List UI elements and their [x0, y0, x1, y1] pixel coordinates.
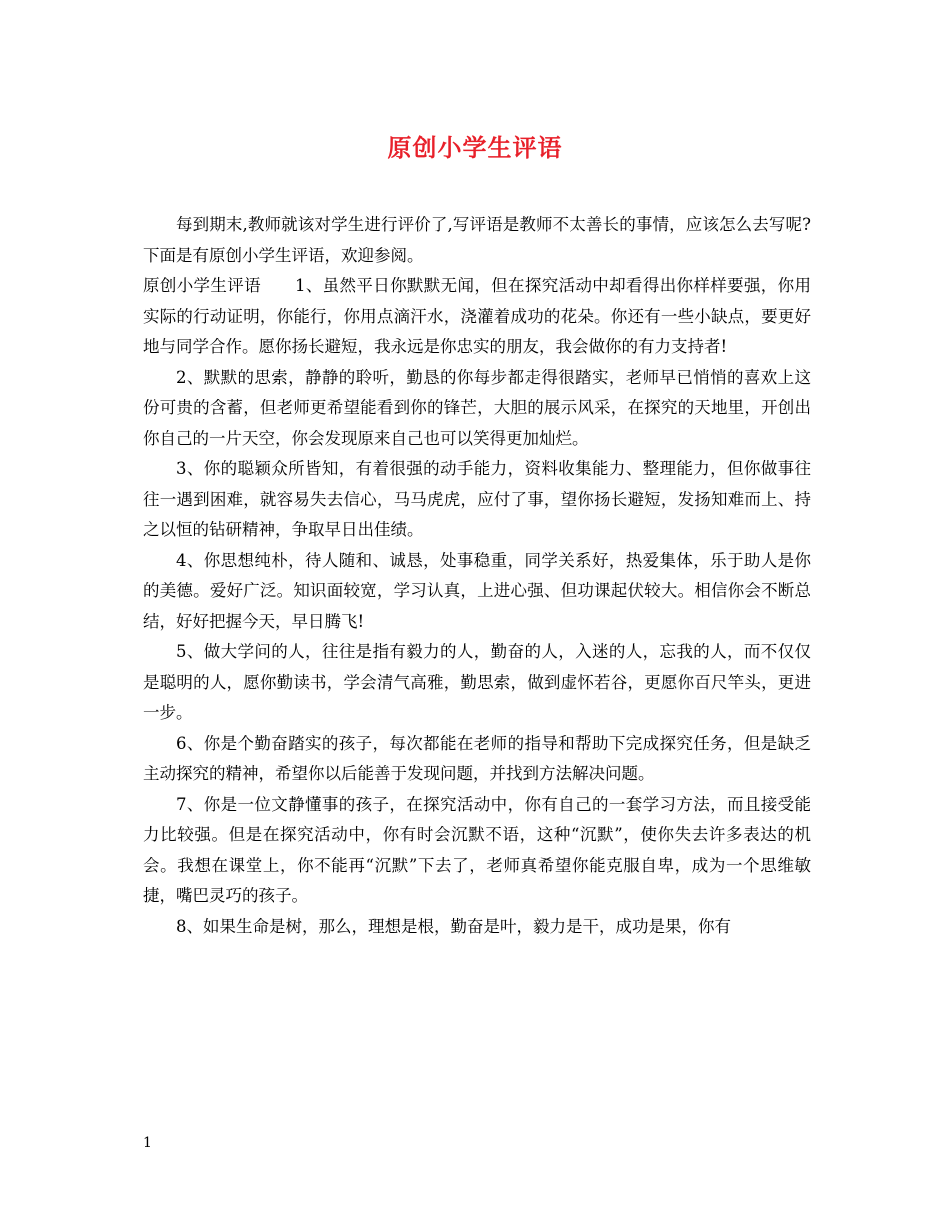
comment-paragraph-6: 6、你是个勤奋踏实的孩子，每次都能在老师的指导和帮助下完成探究任务，但是缺乏主动探究的精神，希望你以后能善于发现问题，并找到方法解决问题。: [143, 733, 811, 783]
intro-paragraph: 每到期末,教师就该对学生进行评价了,写评语是教师不太善长的事情，应该怎么去写呢?下面是有原创小学生评语，欢迎参阅。: [143, 215, 811, 265]
comment-paragraph-2: 2、默默的思索，静静的聆听，勤恳的你每步都走得很踏实，老师早已悄悄的喜欢上这份可贵的含蓄，但老师更希望能看到你的锋芒，大胆的展示风采，在探究的天地里，开创出你自己的一片天空，你会发现原来自己也可以笑得更加灿烂。: [143, 367, 811, 448]
section-label: 原创小学生评语: [143, 276, 261, 295]
page-number: 1: [143, 1135, 152, 1151]
comment-paragraph-4: 4、你思想纯朴，待人随和、诚恳，处事稳重，同学关系好，热爱集体，乐于助人是你的美德。爱好广泛。知识面较宽，学习认真，上进心强、但功课起伏较大。相信你会不断总结，好好把握今天，早日腾飞!: [143, 550, 811, 631]
comment-text-1: 1、虽然平日你默默无闻，但在探究活动中却看得出你样样要强，你用实际的行动证明，你能行，你用点滴汗水，浇灌着成功的花朵。你还有一些小缺点，要更好地与同学合作。愿你扬长避短，我永远是你忠实的朋友，我会做你的有力支持者!: [143, 276, 812, 356]
document-title: 原创小学生评语: [387, 133, 563, 162]
document-body: [143, 210, 811, 942]
comment-paragraph-1: [143, 271, 811, 363]
comment-paragraph-8: 8、如果生命是树，那么，理想是根，勤奋是叶，毅力是干，成功是果，你有: [176, 916, 731, 936]
comment-paragraph-7: 7、你是一位文静懂事的孩子，在探究活动中，你有自己的一套学习方法，而且接受能力比较强。但是在探究活动中，你有时会沉默不语，这种“沉默”，使你失去许多表达的机会。我想在课堂上，你不能再“沉默”下去了，老师真希望你能克服自卑，成为一个思维敏捷，嘴巴灵巧的孩子。: [143, 794, 811, 905]
comment-paragraph-3: 3、你的聪颖众所皆知，有着很强的动手能力，资料收集能力、整理能力，但你做事往往一遇到困难，就容易失去信心，马马虎虎，应付了事，望你扬长避短，发扬知难而上、持之以恒的钻研精神，争取早日出佳绩。: [143, 459, 811, 539]
comment-paragraph-5: 5、做大学问的人，往往是指有毅力的人，勤奋的人，入迷的人，忘我的人，而不仅仅是聪明的人，愿你勤读书，学会清气高雅，勤思索，做到虚怀若谷，更愿你百尺竿头，更进一步。: [143, 642, 811, 722]
